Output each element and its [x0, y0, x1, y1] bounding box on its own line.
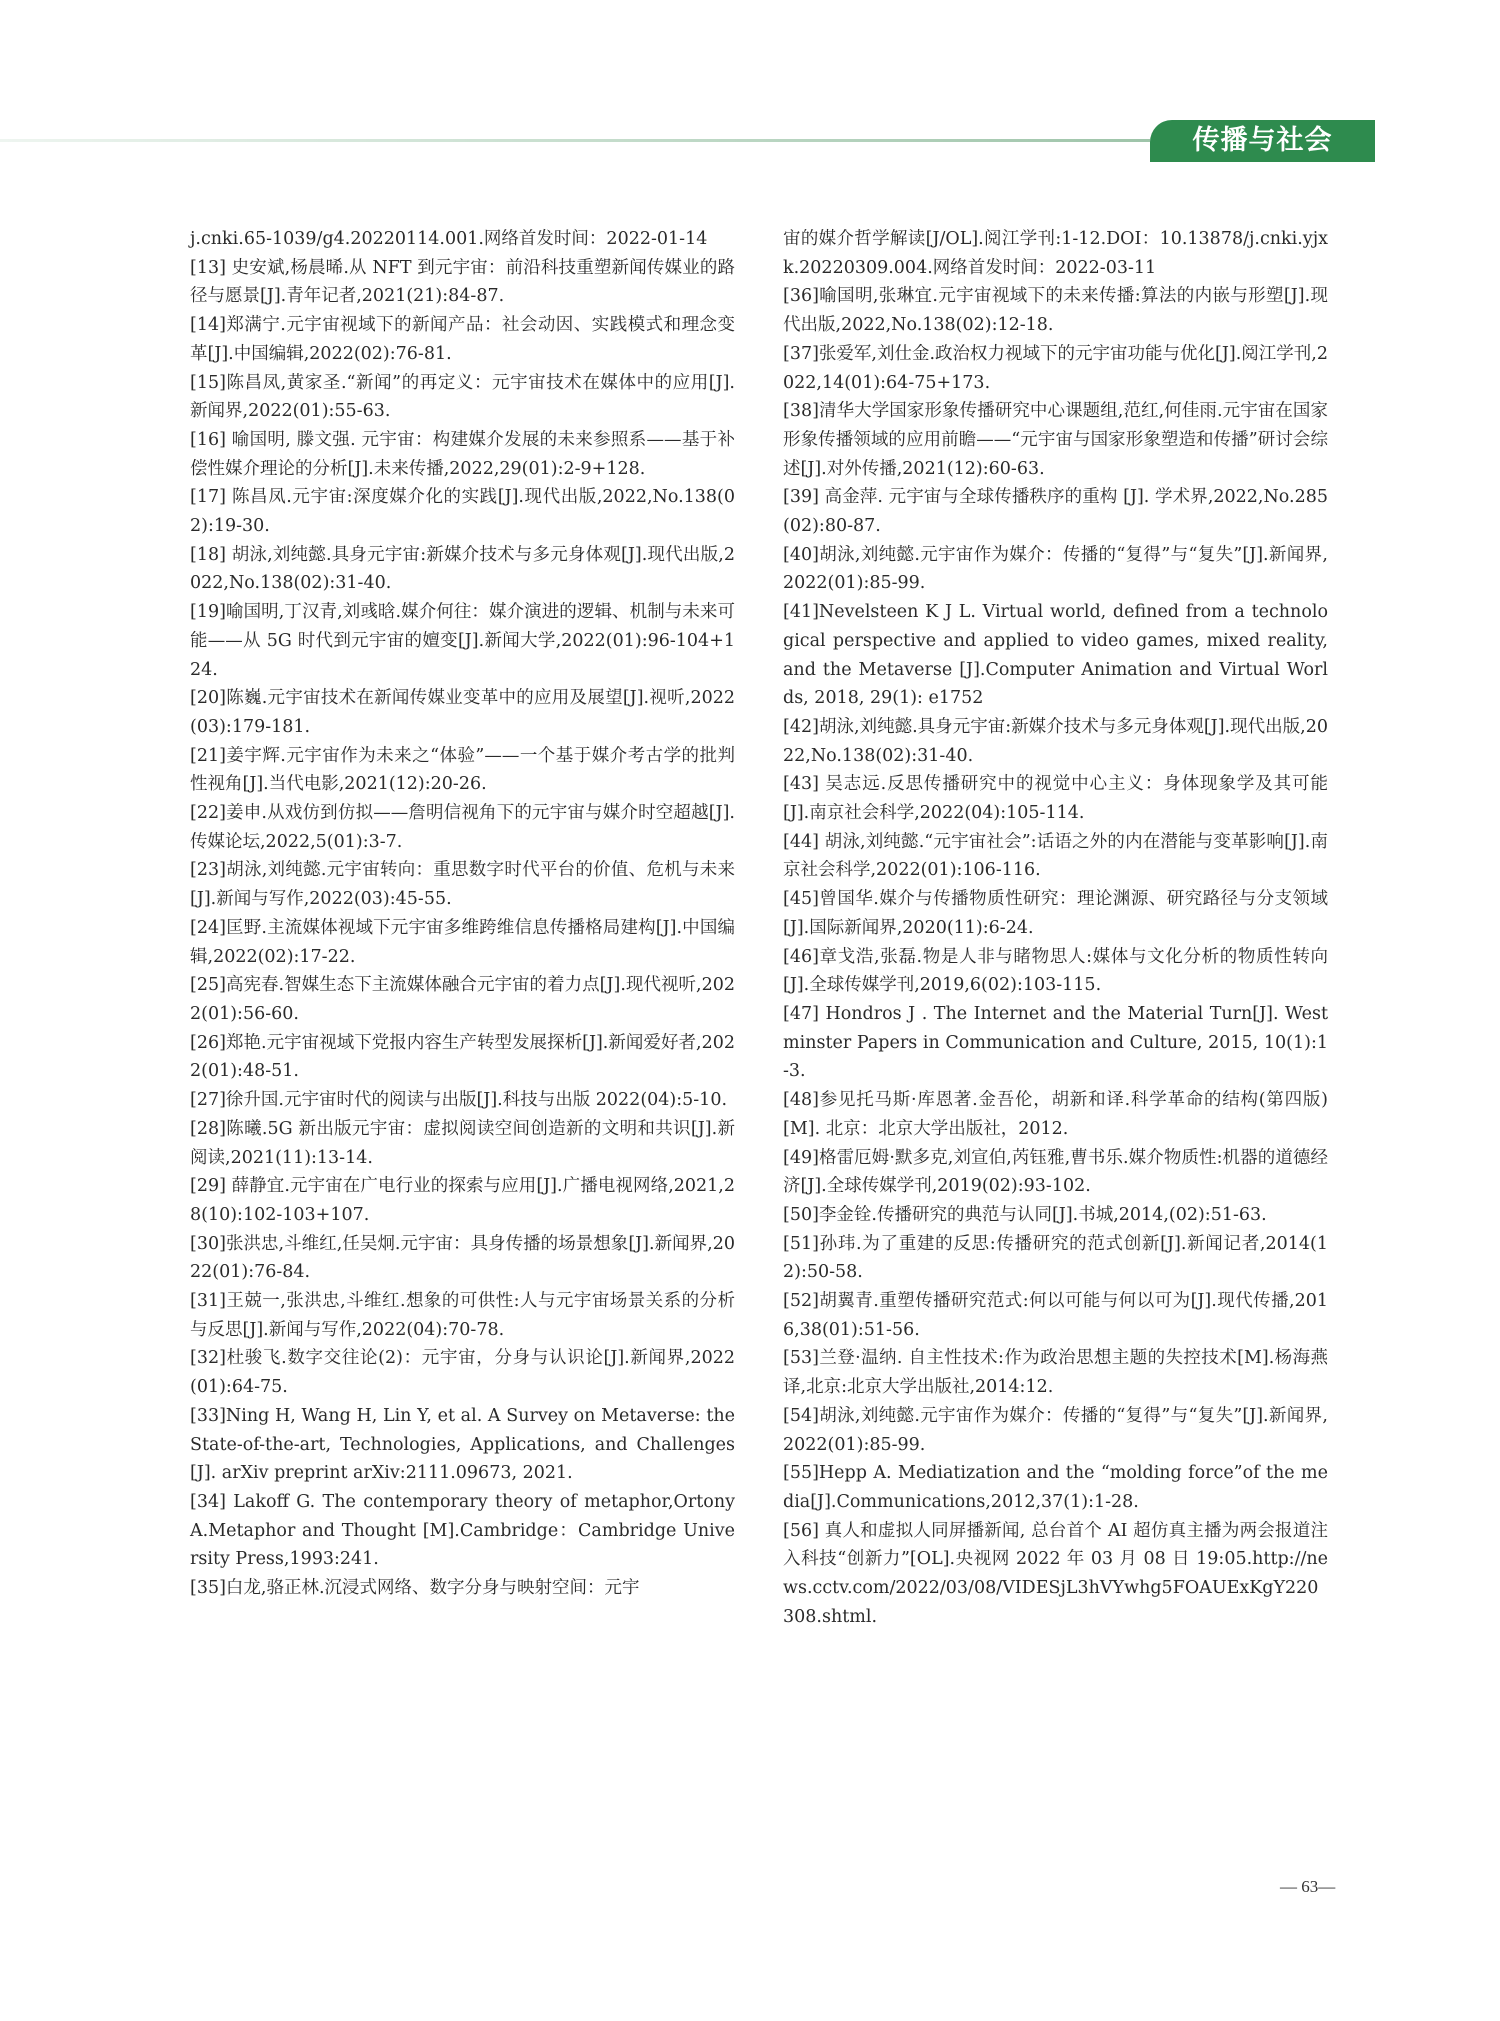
- reference-entry: [39] 高金萍. 元宇宙与全球传播秩序的重构 [J]. 学术界,2022,No.285(02):80-87.: [783, 487, 1328, 537]
- reference-entry: [37]张爱军,刘仕金.政治权力视域下的元宇宙功能与优化[J].阅江学刊,2022,14(01):64-75+173.: [783, 343, 1328, 393]
- reference-column-left: [190, 225, 735, 1603]
- reference-entry: [18] 胡泳,刘纯懿.具身元宇宙:新媒介技术与多元身体观[J].现代出版,2022,No.138(02):31-40.: [190, 544, 735, 594]
- reference-entry: [34] Lakoff G. The contemporary theory of metaphor,Ortony A.Metaphor and Thought [M].Cambridge：Cambridge University Press,1993:241.: [190, 1491, 735, 1570]
- reference-column-right: [783, 225, 1328, 1631]
- reference-entry: j.cnki.65-1039/g4.20220114.001.网络首发时间：2022-01-14: [190, 229, 708, 249]
- reference-entry: [45]曾国华.媒介与传播物质性研究：理论渊源、研究路径与分支领域[J].国际新闻界,2020(11):6-24.: [783, 889, 1328, 938]
- reference-entry: [52]胡翼青.重塑传播研究范式:何以可能与何以可为[J].现代传播,2016,38(01):51-56.: [783, 1291, 1328, 1340]
- reference-entry: [23]胡泳,刘纯懿.元宇宙转向：重思数字时代平台的价值、危机与未来[J].新闻与写作,2022(03):45-55.: [190, 860, 735, 910]
- reference-entry: [33]Ning H, Wang H, Lin Y, et al. A Survey on Metaverse: the State-of-the-art, Technologies, Applications, and Challenges[J]. arXiv preprint arXiv:2111.09673, 2021.: [190, 1405, 735, 1484]
- reference-entry: 宙的媒介哲学解读[J/OL].阅江学刊:1-12.DOI：10.13878/j.cnki.yjxk.20220309.004.网络首发时间：2022-03-11: [783, 229, 1328, 278]
- reference-entry: [35]白龙,骆正林.沉浸式网络、数字分身与映射空间：元宇: [190, 1578, 640, 1599]
- reference-entry: [42]胡泳,刘纯懿.具身元宇宙:新媒介技术与多元身体观[J].现代出版,2022,No.138(02):31-40.: [783, 716, 1328, 766]
- reference-entry: [24]匡野.主流媒体视域下元宇宙多维跨维信息传播格局建构[J].中国编辑,2022(02):17-22.: [190, 917, 735, 967]
- reference-entry: [28]陈曦.5G 新出版元宇宙：虚拟阅读空间创造新的文明和共识[J].新阅读,2021(11):13-14.: [190, 1118, 735, 1168]
- reference-entry: [38]清华大学国家形象传播研究中心课题组,范红,何佳雨.元宇宙在国家形象传播领域的应用前瞻——“元宇宙与国家形象塑造和传播”研讨会综述[J].对外传播,2021(12):60-63.: [783, 401, 1328, 479]
- header-rule: [0, 139, 1150, 142]
- reference-entry: [55]Hepp A. Mediatization and the “molding force”of the media[J].Communications,2012,37(1):1-28.: [783, 1463, 1328, 1512]
- reference-entry: [31]王兢一,张洪忠,斗维红.想象的可供性:人与元宇宙场景关系的分析与反思[J].新闻与写作,2022(04):70-78.: [190, 1291, 735, 1340]
- reference-entry: [54]胡泳,刘纯懿.元宇宙作为媒介：传播的“复得”与“复失”[J].新闻界,2022(01):85-99.: [783, 1405, 1328, 1455]
- reference-entry: [19]喻国明,丁汉青,刘彧晗.媒介何往：媒介演进的逻辑、机制与未来可能——从 5G 时代到元宇宙的嬗变[J].新闻大学,2022(01):96-104+124.: [190, 602, 735, 680]
- reference-entry: [50]李金铨.传播研究的典范与认同[J].书城,2014,(02):51-63.: [783, 1204, 1267, 1225]
- reference-entry: [46]章戈浩,张磊.物是人非与睹物思人:媒体与文化分析的物质性转向[J].全球传媒学刊,2019,6(02):103-115.: [783, 946, 1328, 996]
- reference-entry: [22]姜申.从戏仿到仿拟——詹明信视角下的元宇宙与媒介时空超越[J].传媒论坛,2022,5(01):3-7.: [190, 803, 735, 852]
- reference-entry: [40]胡泳,刘纯懿.元宇宙作为媒介：传播的“复得”与“复失”[J].新闻界,2022(01):85-99.: [783, 544, 1328, 594]
- reference-entry: [36]喻国明,张琳宜.元宇宙视域下的未来传播:算法的内嵌与形塑[J].现代出版,2022,No.138(02):12-18.: [783, 286, 1328, 336]
- reference-entry: [13] 史安斌,杨晨晞.从 NFT 到元宇宙：前沿科技重塑新闻传媒业的路径与愿景[J].青年记者,2021(21):84-87.: [190, 257, 735, 307]
- reference-entry: [44] 胡泳,刘纯懿.“元宇宙社会”:话语之外的内在潜能与变革影响[J].南京社会科学,2022(01):106-116.: [783, 831, 1328, 881]
- reference-entry: [53]兰登·温纳. 自主性技术:作为政治思想主题的失控技术[M].杨海燕译,北京:北京大学出版社,2014:12.: [783, 1348, 1328, 1398]
- reference-entry: [16] 喻国明, 滕文强. 元宇宙：构建媒介发展的未来参照系——基于补偿性媒介理论的分析[J].未来传播,2022,29(01):2-9+128.: [190, 429, 735, 479]
- reference-entry: [49]格雷厄姆·默多克,刘宣伯,芮钰雅,曹书乐.媒介物质性:机器的道德经济[J].全球传媒学刊,2019(02):93-102.: [783, 1147, 1328, 1197]
- reference-entry: [15]陈昌凤,黄家圣.“新闻”的再定义：元宇宙技术在媒体中的应用[J].新闻界,2022(01):55-63.: [190, 372, 735, 422]
- reference-entry: [30]张洪忠,斗维红,任吴炯.元宇宙：具身传播的场景想象[J].新闻界,2022(01):76-84.: [190, 1233, 735, 1283]
- page-number: — 63—: [1280, 1877, 1336, 1896]
- reference-entry: [27]徐升国.元宇宙时代的阅读与出版[J].科技与出版 2022(04):5-10.: [190, 1090, 728, 1111]
- reference-entry: [43] 吴志远.反思传播研究中的视觉中心主义：身体现象学及其可能[J].南京社会科学,2022(04):105-114.: [783, 774, 1328, 824]
- reference-entry: [25]高宪春.智媒生态下主流媒体融合元宇宙的着力点[J].现代视听,2022(01):56-60.: [190, 975, 735, 1024]
- reference-entry: [41]Nevelsteen K J L. Virtual world, defined from a technological perspective and applied to video games, mixed reality, and the Metaverse [J].Computer Animation and Virtual Worlds, 2018, 29(1): e1752: [783, 602, 1328, 709]
- reference-entry: [26]郑艳.元宇宙视域下党报内容生产转型发展探析[J].新闻爱好者,2022(01):48-51.: [190, 1032, 735, 1082]
- reference-entry: [21]姜宇辉.元宇宙作为未来之“体验”——一个基于媒介考古学的批判性视角[J].当代电影,2021(12):20-26.: [190, 745, 735, 795]
- reference-entry: [20]陈巍.元宇宙技术在新闻传媒业变革中的应用及展望[J].视听,2022(03):179-181.: [190, 688, 735, 737]
- reference-entry: [14]郑满宁.元宇宙视域下的新闻产品：社会动因、实践模式和理念变革[J].中国编辑,2022(02):76-81.: [190, 315, 735, 364]
- reference-entry: [17] 陈昌凤.元宇宙:深度媒介化的实践[J].现代出版,2022,No.138(02):19-30.: [190, 487, 735, 537]
- section-title: 传播与社会: [1150, 120, 1375, 162]
- reference-entry: [47] Hondros J . The Internet and the Material Turn[J]. Westminster Papers in Communication and Culture, 2015, 10(1):1-3.: [783, 1003, 1328, 1082]
- reference-entry: [29] 薛静宜.元宇宙在广电行业的探索与应用[J].广播电视网络,2021,28(10):102-103+107.: [190, 1176, 735, 1225]
- reference-entry: [48]参见托马斯·库恩著.金吾伦，胡新和译.科学革命的结构(第四版)[M]. 北京：北京大学出版社，2012.: [783, 1090, 1328, 1139]
- reference-entry: [32]杜骏飞.数字交往论(2)：元宇宙，分身与认识论[J].新闻界,2022(01):64-75.: [190, 1348, 735, 1398]
- reference-entry: [56] 真人和虚拟人同屏播新闻, 总台首个 AI 超仿真主播为两会报道注入科技“创新力”[OL].央视网 2022 年 03 月 08 日 19:05.http://news.cctv.com/2022/03/08/VIDESjL3hVYwhg5FOAUExKgY220308.shtml.: [783, 1520, 1328, 1627]
- reference-entry: [51]孙玮.为了重建的反思:传播研究的范式创新[J].新闻记者,2014(12):50-58.: [783, 1233, 1328, 1283]
